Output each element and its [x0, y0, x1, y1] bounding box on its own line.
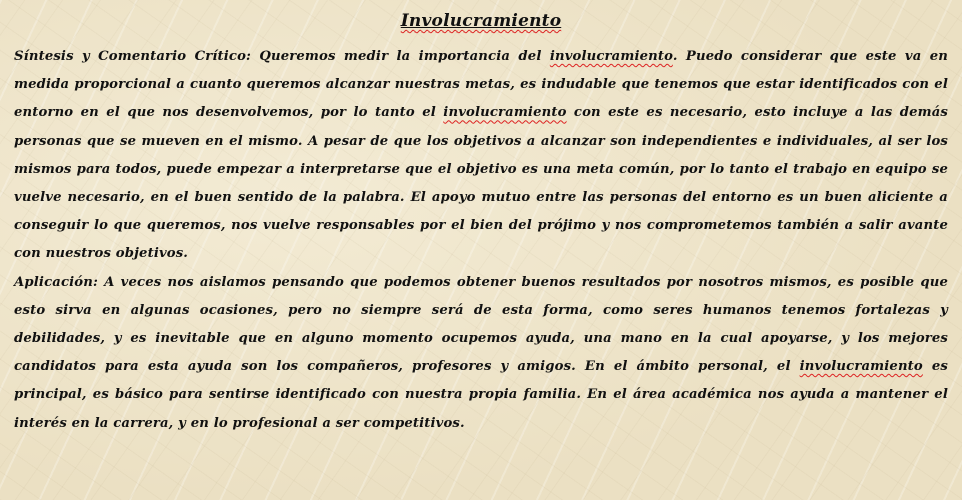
- application-text-2: es principal, es básico para sentirse identificado con nuestra propia familia. En el área académica nos ayuda a mantener el interés en la carrera, y en lo profesional a ser competitivos.: [14, 359, 948, 431]
- application-keyword-1: involucramiento: [799, 359, 923, 375]
- title-text: Involucramiento: [400, 11, 562, 31]
- application-text-1: A veces nos aislamos pensando que podemos obtener buenos resultados por nosotros mismos, es posible que esto sirva en algunas ocasiones, pero no siempre será de esta forma, como seres humanos tenemos fortalezas y debilidades, y es inevitable que en alguno momento ocupemos ayuda, una mano en la cual apoyarse, y los mejores candidatos para esta ayuda son los compañeros, profesores y amigos. En el ámbito personal, el: [14, 274, 948, 375]
- synthesis-lead: Síntesis y Comentario Crítico:: [14, 49, 252, 64]
- synthesis-text-1: Queremos medir la importancia del: [251, 49, 550, 64]
- synthesis-keyword-1: involucramiento: [549, 49, 673, 64]
- synthesis-paragraph: [14, 43, 948, 269]
- document-title: [14, 10, 948, 32]
- document-page: [14, 0, 948, 438]
- synthesis-text-2: . Puedo considerar que este va en medida proporcional a cuanto queremos alcanzar nuestras metas, es indudable que tenemos que estar identificados con el entorno en el que nos desenvolvemos, por lo tanto el: [14, 49, 948, 121]
- application-paragraph: [14, 269, 948, 438]
- synthesis-keyword-2: involucramiento: [443, 105, 567, 121]
- synthesis-text-3: con este es necesario, esto incluye a las demás personas que se mueven en el mismo. A pesar de que los objetivos a alcanzar son independientes e individuales, al ser los mismos para todos, puede empezar a interpretarse que el objetivo es una meta común, por lo tanto el trabajo en equipo se vuelve necesario, en el buen sentido de la palabra. El apoyo mutuo entre las personas del entorno es un buen aliciente a conseguir lo que queremos, nos vuelve responsables por el bien del prójimo y nos comprometemos también a salir avante con nuestros objetivos.: [14, 105, 948, 262]
- application-lead: Aplicación:: [14, 274, 98, 290]
